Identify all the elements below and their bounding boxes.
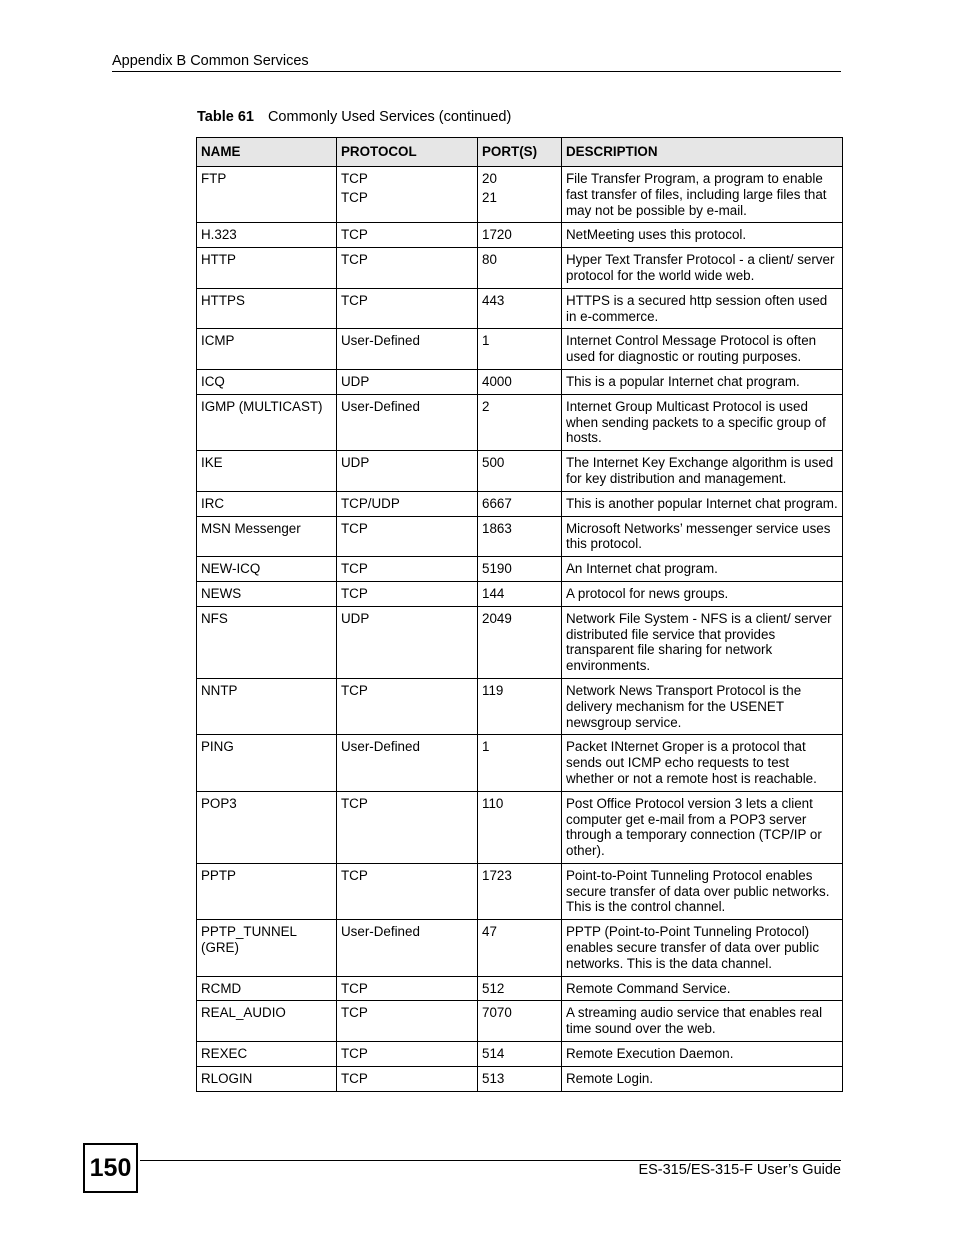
protocol-cell <box>337 451 478 492</box>
protocol-cell <box>337 248 478 289</box>
table-row <box>197 329 843 370</box>
description-cell: PPTP (Point-to-Point Tunneling Protocol) enables secure transfer of data over public networks. This is the data channel. <box>562 920 843 976</box>
description-cell: The Internet Key Exchange algorithm is used for key distribution and management. <box>562 451 843 492</box>
protocol-cell <box>337 581 478 606</box>
table-caption <box>197 108 511 126</box>
protocol-value: User-Defined <box>341 398 420 414</box>
service-name-cell: NFS <box>197 606 337 678</box>
port-value: 443 <box>482 292 505 308</box>
description-cell: Network File System - NFS is a client/ server distributed file service that provides transparent file sharing for network environments. <box>562 606 843 678</box>
port-value: 20 <box>482 171 497 186</box>
protocol-value: UDP <box>341 610 370 626</box>
ports-cell <box>478 976 562 1001</box>
table-row <box>197 288 843 329</box>
port-value: 1723 <box>482 867 512 883</box>
port-value: 514 <box>482 1046 505 1062</box>
ports-cell <box>478 735 562 791</box>
service-name-cell: NNTP <box>197 678 337 734</box>
description-cell: Remote Login. <box>562 1066 843 1091</box>
protocol-value: User-Defined <box>341 333 420 349</box>
description-cell: Microsoft Networks’ messenger service uses this protocol. <box>562 516 843 557</box>
port-value: 119 <box>482 682 504 698</box>
service-name-cell: RLOGIN <box>197 1066 337 1091</box>
protocol-value: TCP <box>341 682 368 698</box>
table-row <box>197 369 843 394</box>
protocol-cell <box>337 329 478 370</box>
protocol-cell <box>337 791 478 863</box>
column-header-protocol: PROTOCOL <box>337 138 478 167</box>
ports-cell <box>478 516 562 557</box>
protocol-value: TCP <box>341 292 368 308</box>
table-row <box>197 581 843 606</box>
table-row <box>197 223 843 248</box>
ports-cell <box>478 451 562 492</box>
port-value: 6667 <box>482 495 512 511</box>
table-row <box>197 606 843 678</box>
protocol-cell <box>337 369 478 394</box>
service-name-cell: REAL_AUDIO <box>197 1001 337 1042</box>
protocol-value: TCP <box>341 980 368 996</box>
protocol-cell <box>337 678 478 734</box>
ports-cell <box>478 329 562 370</box>
service-name-cell: RCMD <box>197 976 337 1001</box>
table-row <box>197 557 843 582</box>
description-cell: File Transfer Program, a program to enable fast transfer of files, including large files that may not be possible by e-mail. <box>562 167 843 223</box>
ports-cell <box>478 1001 562 1042</box>
protocol-value: User-Defined <box>341 924 420 940</box>
ports-cell <box>478 863 562 919</box>
table-row <box>197 1066 843 1091</box>
protocol-value: UDP <box>341 373 370 389</box>
ports-cell <box>478 557 562 582</box>
port-value: 47 <box>482 924 497 940</box>
description-cell: This is a popular Internet chat program. <box>562 369 843 394</box>
table-row <box>197 678 843 734</box>
port-value: 1 <box>482 333 490 349</box>
port-value: 2 <box>482 398 490 414</box>
port-value: 4000 <box>482 373 512 389</box>
description-cell: A protocol for news groups. <box>562 581 843 606</box>
service-name-cell: NEW-ICQ <box>197 557 337 582</box>
service-name-cell: PPTP <box>197 863 337 919</box>
protocol-cell <box>337 167 478 223</box>
description-cell: A streaming audio service that enables real time sound over the web. <box>562 1001 843 1042</box>
table-header-row <box>197 138 843 167</box>
service-name-cell: MSN Messenger <box>197 516 337 557</box>
description-cell: Post Office Protocol version 3 lets a client computer get e-mail from a POP3 server through a temporary connection (TCP/IP or other). <box>562 791 843 863</box>
ports-cell <box>478 1066 562 1091</box>
description-cell: Internet Control Message Protocol is often used for diagnostic or routing purposes. <box>562 329 843 370</box>
port-value: 80 <box>482 252 497 268</box>
protocol-cell <box>337 863 478 919</box>
service-name-cell: ICMP <box>197 329 337 370</box>
column-header-ports: PORT(S) <box>478 138 562 167</box>
table-row <box>197 491 843 516</box>
description-cell: Packet INternet Groper is a protocol that sends out ICMP echo requests to test whether or not a remote host is reachable. <box>562 735 843 791</box>
service-name-cell: NEWS <box>197 581 337 606</box>
port-value: 110 <box>482 795 504 811</box>
table-row <box>197 394 843 450</box>
port-value: 513 <box>482 1070 505 1086</box>
protocol-value: TCP <box>341 1005 368 1021</box>
page-number: 150 <box>83 1143 138 1193</box>
protocol-cell <box>337 976 478 1001</box>
protocol-cell <box>337 223 478 248</box>
services-table <box>196 137 843 1092</box>
protocol-value: TCP <box>341 252 368 268</box>
service-name-cell: POP3 <box>197 791 337 863</box>
column-header-name: NAME <box>197 138 337 167</box>
ports-cell <box>478 678 562 734</box>
table-row <box>197 1001 843 1042</box>
table-row <box>197 248 843 289</box>
ports-cell <box>478 581 562 606</box>
service-name-cell: REXEC <box>197 1042 337 1067</box>
port-value: 512 <box>482 980 505 996</box>
protocol-cell <box>337 557 478 582</box>
protocol-cell <box>337 394 478 450</box>
port-value: 5190 <box>482 561 512 577</box>
table-row <box>197 1042 843 1067</box>
table-row <box>197 976 843 1001</box>
ports-cell <box>478 248 562 289</box>
port-value: 2049 <box>482 610 512 626</box>
protocol-cell <box>337 288 478 329</box>
service-name-cell: IGMP (MULTICAST) <box>197 394 337 450</box>
port-value: 7070 <box>482 1005 512 1021</box>
service-name-cell: HTTP <box>197 248 337 289</box>
table-row <box>197 451 843 492</box>
protocol-value: TCP <box>341 1070 368 1086</box>
ports-cell <box>478 920 562 976</box>
port-value: 1 <box>482 739 490 755</box>
description-cell: Remote Command Service. <box>562 976 843 1001</box>
protocol-cell <box>337 1042 478 1067</box>
port-value: 144 <box>482 585 505 601</box>
protocol-cell <box>337 735 478 791</box>
description-cell: An Internet chat program. <box>562 557 843 582</box>
description-cell: Network News Transport Protocol is the delivery mechanism for the USENET newsgroup service. <box>562 678 843 734</box>
protocol-value: TCP <box>341 585 368 601</box>
header-rule <box>112 71 841 72</box>
port-value: 500 <box>482 455 505 471</box>
protocol-value: TCP <box>341 561 368 577</box>
table-caption-label: Table 61 <box>197 109 254 125</box>
table-body <box>197 167 843 1092</box>
service-name-cell: HTTPS <box>197 288 337 329</box>
port-value: 1863 <box>482 520 512 536</box>
table-row <box>197 735 843 791</box>
service-name-cell: FTP <box>197 167 337 223</box>
column-header-description: DESCRIPTION <box>562 138 843 167</box>
description-cell: Remote Execution Daemon. <box>562 1042 843 1067</box>
description-cell: Point-to-Point Tunneling Protocol enables secure transfer of data over public networks. This is the control channel. <box>562 863 843 919</box>
protocol-value: TCP <box>341 867 368 883</box>
table-row <box>197 167 843 223</box>
description-cell: Hyper Text Transfer Protocol - a client/ server protocol for the world wide web. <box>562 248 843 289</box>
description-cell: Internet Group Multicast Protocol is used when sending packets to a specific group of hosts. <box>562 394 843 450</box>
protocol-value: TCP <box>341 795 368 811</box>
service-name-cell: PPTP_TUNNEL (GRE) <box>197 920 337 976</box>
protocol-cell <box>337 606 478 678</box>
ports-cell <box>478 606 562 678</box>
ports-cell <box>478 491 562 516</box>
protocol-value: TCP <box>341 171 368 186</box>
footer-guide-title: ES-315/ES-315-F User’s Guide <box>638 1162 841 1178</box>
protocol-cell <box>337 920 478 976</box>
protocol-value: TCP <box>341 520 368 536</box>
table-caption-title: Commonly Used Services (continued) <box>267 109 512 125</box>
protocol-value: TCP <box>341 189 368 205</box>
protocol-cell <box>337 516 478 557</box>
description-cell: HTTPS is a secured http session often used in e-commerce. <box>562 288 843 329</box>
port-value: 21 <box>482 189 497 205</box>
protocol-value: UDP <box>341 455 370 471</box>
protocol-value: TCP <box>341 227 368 243</box>
running-header: Appendix B Common Services <box>112 53 309 69</box>
ports-cell <box>478 369 562 394</box>
protocol-cell <box>337 1066 478 1091</box>
description-cell: NetMeeting uses this protocol. <box>562 223 843 248</box>
description-cell: This is another popular Internet chat program. <box>562 491 843 516</box>
ports-cell <box>478 791 562 863</box>
ports-cell <box>478 167 562 223</box>
table-row <box>197 791 843 863</box>
table-row <box>197 863 843 919</box>
service-name-cell: IKE <box>197 451 337 492</box>
port-value: 1720 <box>482 227 512 243</box>
protocol-value: User-Defined <box>341 739 420 755</box>
table-row <box>197 920 843 976</box>
ports-cell <box>478 223 562 248</box>
protocol-cell <box>337 1001 478 1042</box>
table-row <box>197 516 843 557</box>
ports-cell <box>478 288 562 329</box>
protocol-cell <box>337 491 478 516</box>
service-name-cell: ICQ <box>197 369 337 394</box>
protocol-value: TCP/UDP <box>341 495 400 511</box>
ports-cell <box>478 394 562 450</box>
service-name-cell: PING <box>197 735 337 791</box>
ports-cell <box>478 1042 562 1067</box>
service-name-cell: H.323 <box>197 223 337 248</box>
service-name-cell: IRC <box>197 491 337 516</box>
protocol-value: TCP <box>341 1046 368 1062</box>
